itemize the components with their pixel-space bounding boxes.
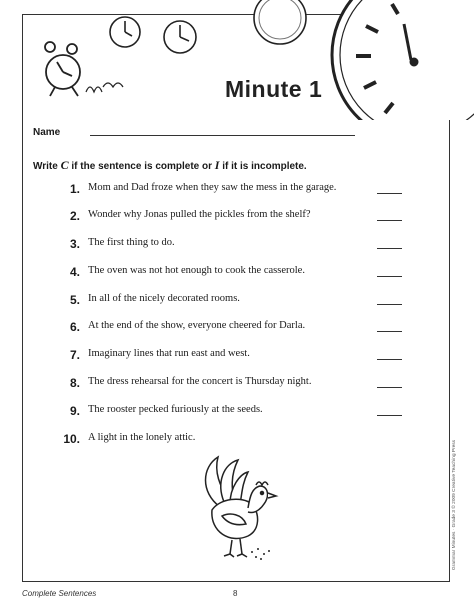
small-clock-icon-2 [164, 21, 196, 53]
answer-blank[interactable] [377, 248, 402, 249]
question-number: 9. [69, 404, 80, 418]
question-number: 4. [69, 265, 80, 279]
question-sentence: The rooster pecked furiously at the seeds. [88, 404, 263, 415]
instructions [33, 158, 393, 173]
copyright-text: Grammar Minutes · Grade 3 © 2009 Creative Teaching Press [452, 439, 457, 570]
small-clock-icon-3 [254, 0, 306, 44]
question-number: 1. [69, 182, 80, 196]
instructions-lead: Write [33, 161, 58, 172]
copyright-notice [448, 300, 456, 580]
answer-blank[interactable] [377, 387, 402, 388]
answer-blank[interactable] [377, 359, 402, 360]
alarm-clock-icon [45, 42, 123, 96]
question-item [0, 376, 474, 394]
name-label: Name [33, 127, 61, 138]
question-item [0, 432, 474, 450]
small-clock-icon-1 [110, 17, 140, 47]
question-item [0, 293, 474, 311]
question-item [0, 237, 474, 255]
answer-blank[interactable] [377, 304, 402, 305]
question-item [0, 265, 474, 283]
question-number: 10. [63, 432, 80, 446]
name-row [33, 127, 333, 143]
instructions-c: C [60, 158, 69, 172]
page-title: Minute 1 [225, 76, 323, 102]
answer-blank[interactable] [377, 193, 402, 194]
answer-blank[interactable] [377, 276, 402, 277]
question-sentence: Imaginary lines that run east and west. [88, 348, 250, 359]
question-sentence: Mom and Dad froze when they saw the mess in the garage. [88, 182, 337, 193]
answer-blank[interactable] [377, 415, 402, 416]
instructions-i: I [214, 158, 220, 172]
question-sentence: The dress rehearsal for the concert is Thursday night. [88, 376, 312, 387]
question-number: 7. [69, 348, 80, 362]
question-sentence: In all of the nicely decorated rooms. [88, 293, 240, 304]
question-item [0, 348, 474, 366]
question-sentence: The first thing to do. [88, 237, 175, 248]
question-number: 5. [69, 293, 80, 307]
instructions-tail: if it is incomplete. [222, 161, 307, 172]
page-number: 8 [233, 589, 238, 598]
wall-clock-icon [332, 0, 474, 120]
question-item [0, 404, 474, 422]
question-sentence: A light in the lonely attic. [88, 432, 196, 443]
name-line[interactable] [90, 135, 355, 136]
instructions-mid: if the sentence is complete or [71, 161, 213, 172]
question-sentence: The oven was not hot enough to cook the casserole. [88, 265, 305, 276]
answer-blank[interactable] [377, 220, 402, 221]
question-sentence: At the end of the show, everyone cheered for Darla. [88, 320, 306, 331]
question-item [0, 209, 474, 227]
question-item [0, 182, 474, 200]
question-number: 6. [69, 320, 80, 334]
footer-section: Complete Sentences [22, 589, 97, 598]
question-number: 2. [69, 209, 80, 223]
question-item [0, 320, 474, 338]
answer-blank[interactable] [377, 331, 402, 332]
question-number: 8. [69, 376, 80, 390]
rooster-icon [190, 452, 280, 562]
question-sentence: Wonder why Jonas pulled the pickles from the shelf? [88, 209, 311, 220]
question-number: 3. [69, 237, 80, 251]
